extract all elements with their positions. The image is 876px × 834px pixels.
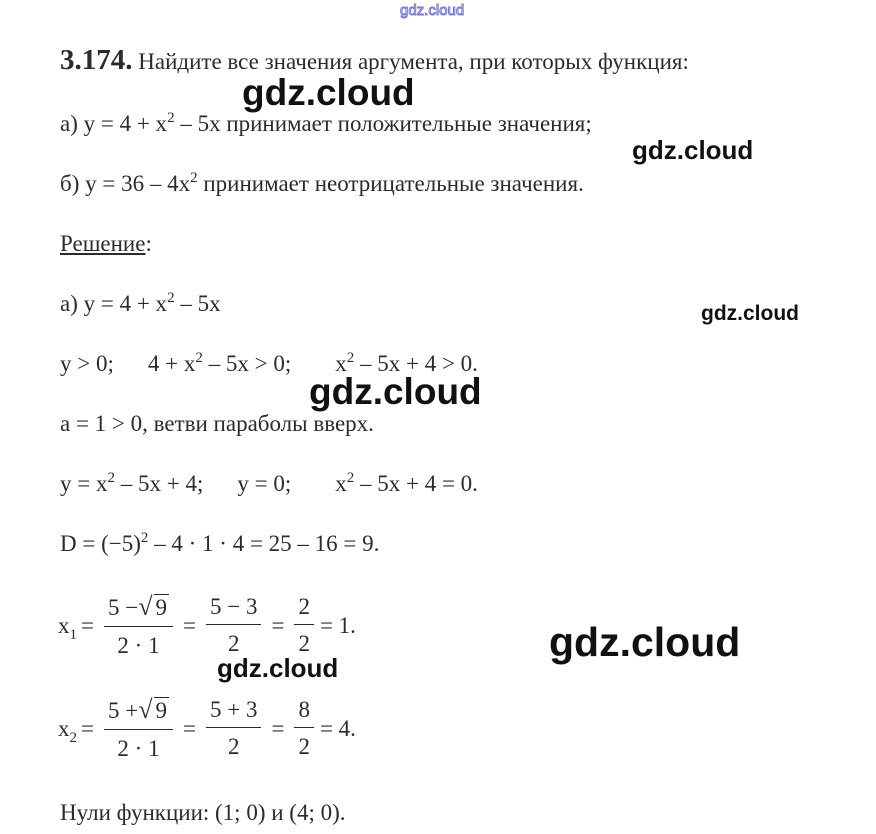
root-x2-numerator-text: 5 +: [107, 698, 139, 723]
root-x1-variable: [58, 612, 77, 643]
root-x2-var: x: [58, 715, 70, 741]
task-number: 3.174.: [60, 44, 133, 76]
root-x2-fraction-3-numerator: 8: [294, 697, 314, 728]
solution-line4-part-a-end: – 5x + 4;: [114, 471, 204, 496]
square-root-icon: √: [138, 695, 153, 724]
root-x1-subscript: 1: [69, 626, 77, 643]
solution-line-discriminant: [60, 532, 379, 555]
task-part-a-prefix: а) y = 4 + x: [60, 111, 168, 136]
solution-line5-start: D = (−5): [60, 531, 141, 556]
solution-line-equation: [60, 472, 478, 495]
root-x2-result: = 4.: [319, 715, 356, 741]
watermark: gdz.cloud: [701, 302, 799, 325]
watermark: gdz.cloud: [549, 619, 741, 665]
solution-line2-part-c-exponent: 2: [346, 350, 355, 366]
solution-line2-part-b-exponent: 2: [195, 350, 203, 366]
solution-line-function: [60, 292, 221, 315]
root-x1-fraction-3-numerator: 2: [294, 594, 314, 625]
solution-line1-exponent: 2: [167, 290, 175, 306]
root-x2-subscript: 2: [69, 729, 77, 746]
task-part-a-suffix: – 5x принимает положительные значения;: [174, 111, 592, 136]
watermark: gdz.cloud: [217, 653, 339, 683]
root-x1-fraction-2-denominator: 2: [227, 631, 240, 656]
task-part-b: [60, 172, 584, 195]
root-x1-fraction-1-denominator: 2 · 1: [117, 633, 160, 658]
solution-line1-end: – 5x: [174, 291, 221, 316]
root-x1-numerator-text: 5 −: [107, 595, 139, 620]
solution-line2-part-a: y > 0;: [60, 351, 114, 376]
root-x2-fraction-2: [206, 697, 261, 760]
root-x1-fraction-1-numerator: [104, 592, 173, 627]
root-x1-equals-3: =: [271, 612, 285, 638]
root-x2-equals-3: =: [271, 715, 285, 741]
solution-line2-part-c: x: [335, 351, 347, 376]
root-x2-fraction-2-denominator: 2: [227, 734, 240, 759]
root-x2-fraction-1-denominator: 2 · 1: [117, 736, 160, 761]
root-x2-equals-2: =: [183, 715, 196, 741]
root-x1-fraction-2-numerator: 5 − 3: [206, 594, 261, 625]
root-x1-radicand: 9: [155, 595, 167, 620]
task-question: Найдите все значения аргумента, при которых функция:: [138, 49, 689, 74]
task-part-a: [60, 112, 592, 135]
root-x1-var: x: [58, 612, 70, 638]
solution-line2-part-b: 4 + x: [147, 351, 196, 376]
watermark-top: gdz.cloud: [400, 2, 465, 19]
solution-line4-part-a: y = x: [60, 471, 108, 496]
solution-line2-part-b-end: – 5x > 0;: [202, 351, 292, 376]
task-statement: [60, 46, 689, 75]
root-x2-radicand: 9: [155, 698, 167, 723]
solution-line4-part-b: y = 0;: [237, 471, 292, 496]
watermark: gdz.cloud: [242, 72, 415, 113]
task-part-b-exponent: 2: [190, 170, 198, 186]
root-x1-fraction-3-denominator: 2: [298, 631, 310, 656]
task-part-a-exponent: 2: [167, 110, 175, 126]
solution-zeros-text: Нули функции: (1; 0) и (4; 0).: [60, 800, 346, 825]
solution-line-parabola: [60, 412, 374, 435]
solution-line2-part-c-end: – 5x + 4 > 0.: [354, 351, 478, 376]
root-x2-variable: [58, 715, 77, 746]
root-x1-result: = 1.: [319, 612, 356, 638]
root-x2-fraction-3-denominator: 2: [298, 734, 310, 759]
solution-line5-exponent: 2: [140, 530, 149, 546]
root-x2-equals-1: =: [81, 715, 94, 741]
solution-line1-start: а) y = 4 + x: [60, 291, 168, 316]
root-x1-equals-1: =: [81, 612, 94, 638]
root-x2-fraction-1-numerator: [104, 695, 173, 730]
solution-line3-text: a = 1 > 0, ветви параболы вверх.: [60, 411, 374, 436]
solution-heading-text: Решение: [60, 231, 146, 256]
root-x1-fraction-1: [104, 592, 173, 659]
solution-line4-part-a-exponent: 2: [107, 470, 115, 486]
solution-line4-part-c: x: [335, 471, 347, 496]
task-part-b-prefix: б) y = 36 – 4x: [60, 171, 191, 196]
solution-heading: [60, 232, 152, 255]
square-root-icon: √: [138, 592, 153, 621]
solution-line4-part-c-end: – 5x + 4 = 0.: [354, 471, 478, 496]
task-part-b-suffix: принимает неотрицательные значения.: [197, 171, 584, 196]
root-x1-fraction-3: [294, 594, 314, 657]
root-x1-fraction-2: [206, 594, 261, 657]
root-x1-formula: [58, 592, 356, 659]
root-x2-formula: [58, 695, 356, 762]
root-x2-fraction-2-numerator: 5 + 3: [206, 697, 261, 728]
solution-function-zeros: [60, 801, 346, 824]
watermark: gdz.cloud: [309, 371, 482, 412]
watermark: gdz.cloud: [632, 135, 754, 165]
solution-heading-colon: :: [145, 231, 152, 256]
solution-line4-part-c-exponent: 2: [346, 470, 355, 486]
root-x2-fraction-3: [294, 697, 314, 760]
root-x2-fraction-1: [104, 695, 173, 762]
solution-line5-end: – 4 · 1 · 4 = 25 – 16 = 9.: [148, 531, 380, 556]
root-x1-equals-2: =: [183, 612, 196, 638]
